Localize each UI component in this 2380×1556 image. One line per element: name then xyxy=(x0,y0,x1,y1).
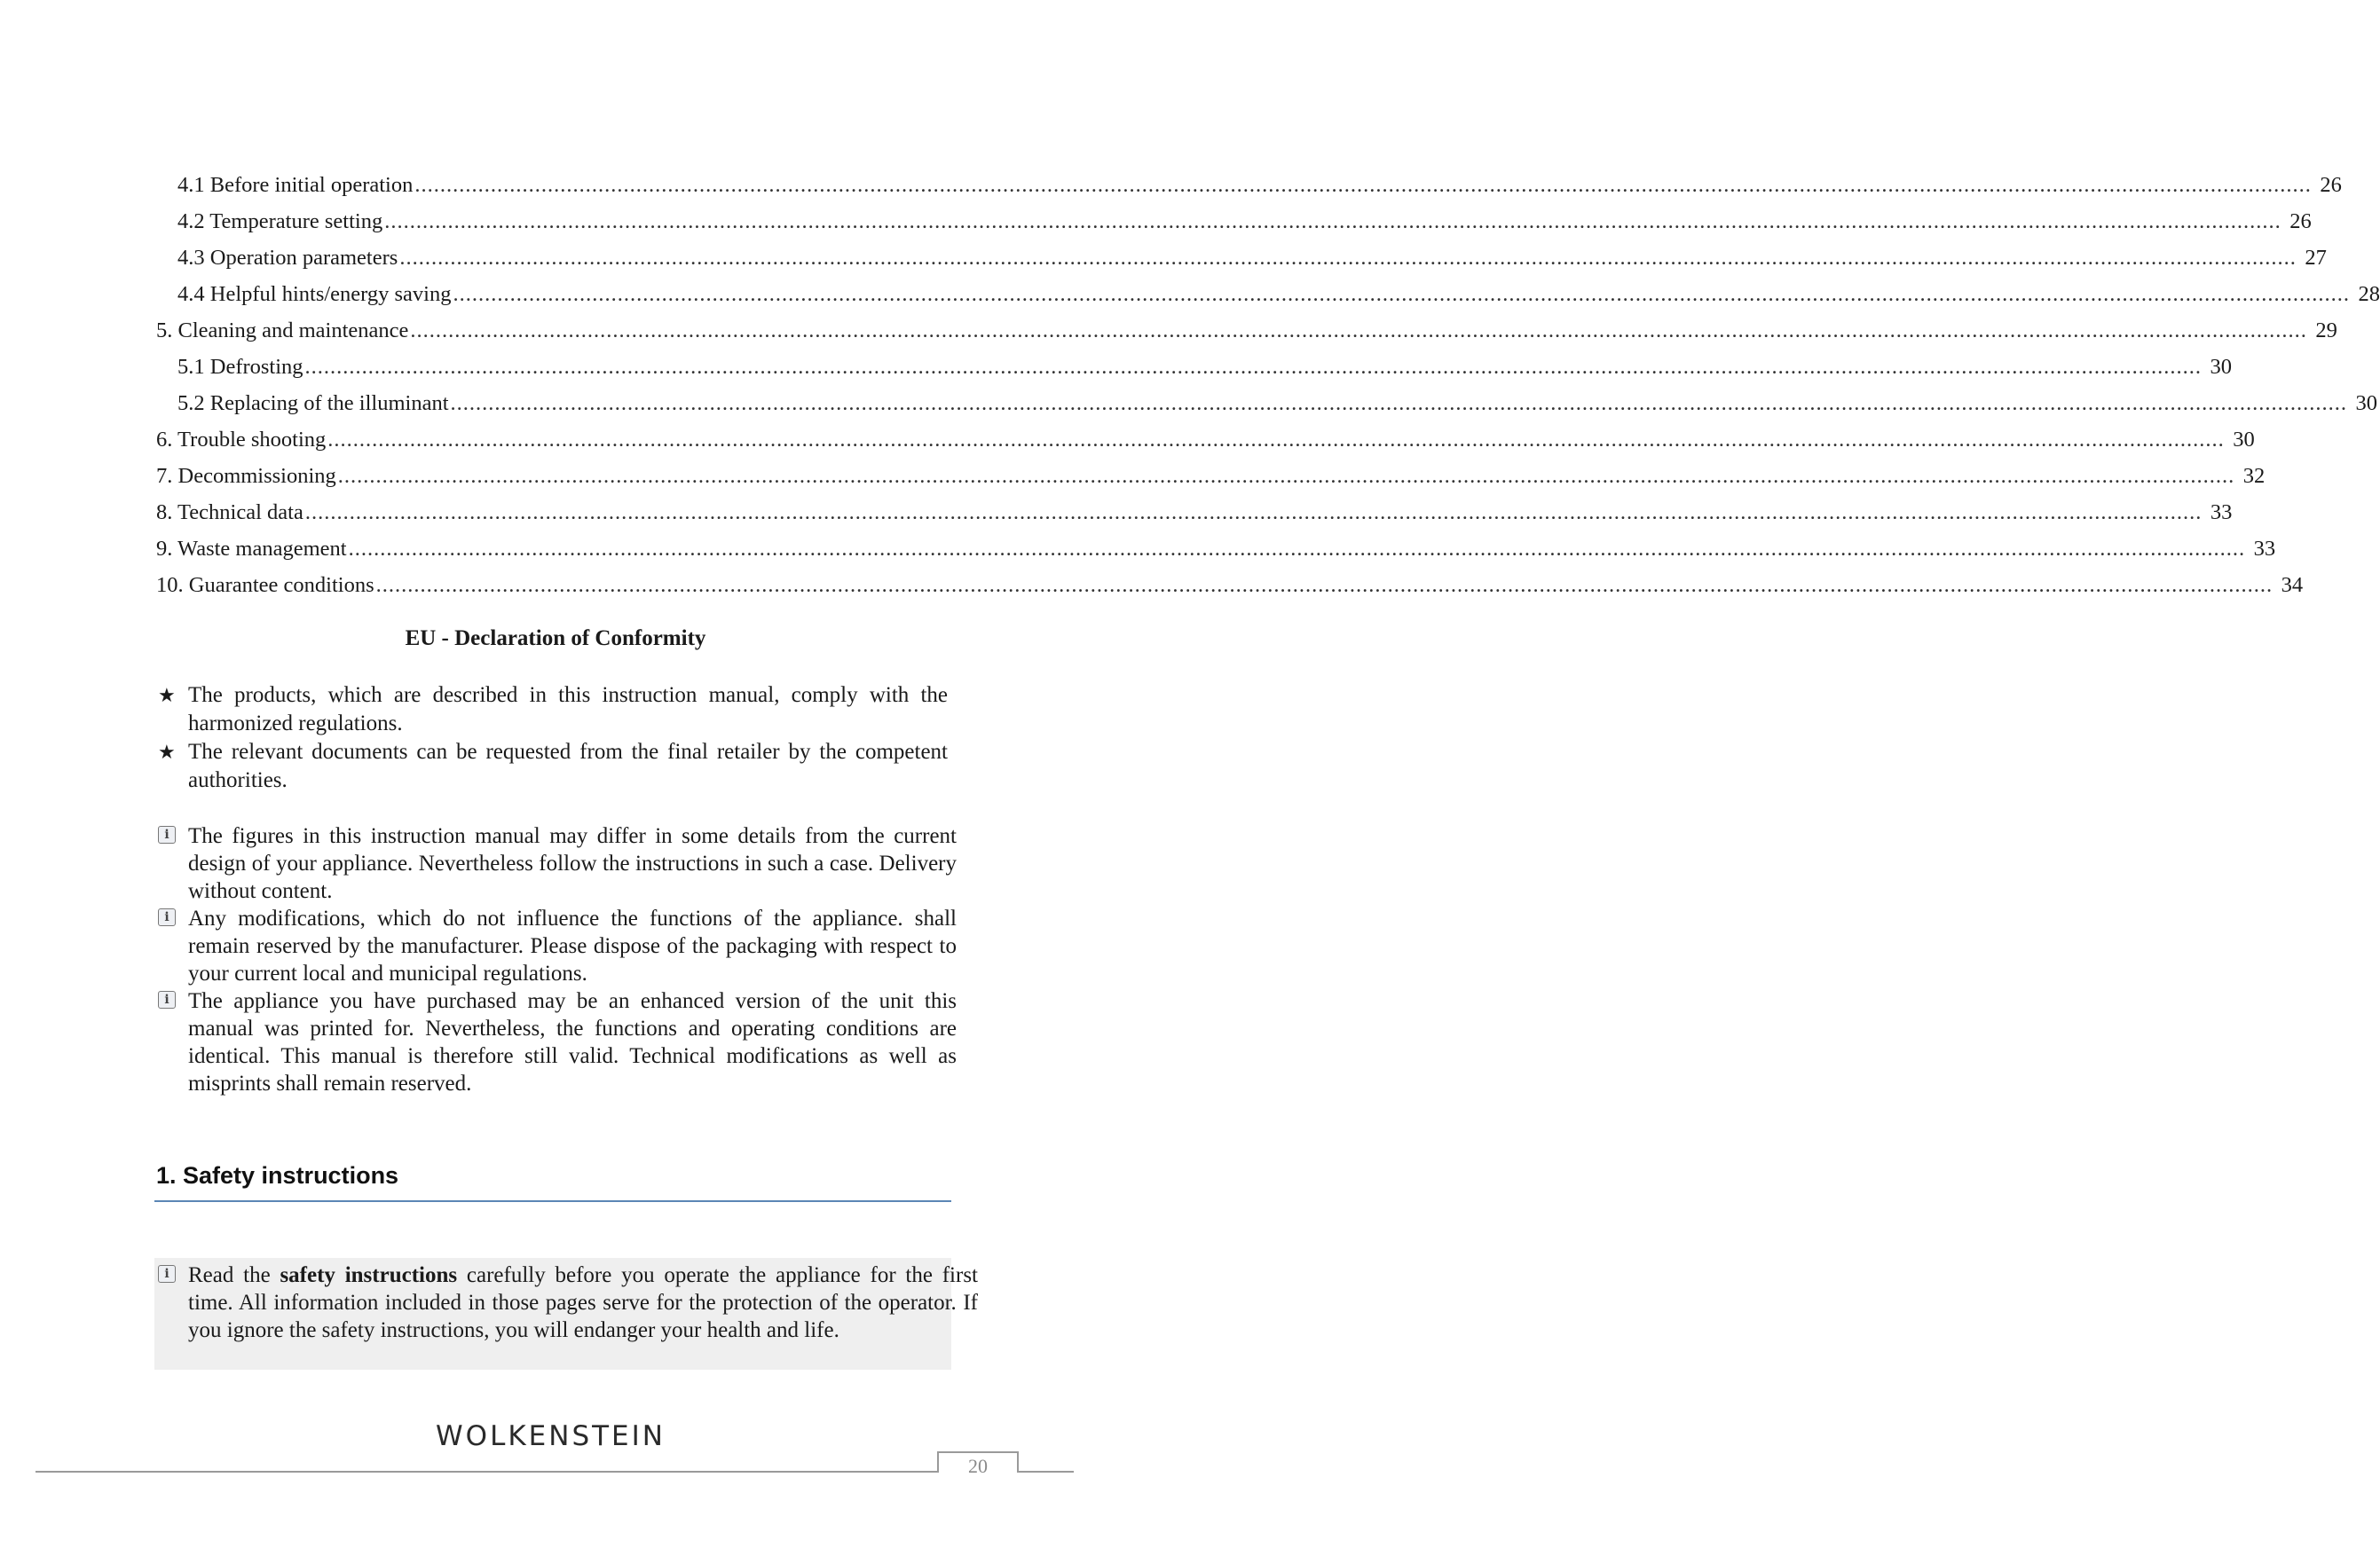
toc-entry xyxy=(156,167,2342,203)
toc-entry-page: 26 xyxy=(2320,173,2342,197)
star-icon: ★ xyxy=(158,684,176,706)
toc-entry-page: 33 xyxy=(2253,537,2276,561)
toc-entry-page: 29 xyxy=(2315,318,2337,342)
toc-entry-label: 9. Waste management xyxy=(156,537,347,561)
toc-dot-leader: ............................................................................................................................................................................................................................................................................................................ xyxy=(348,537,2246,561)
toc-dot-leader: ............................................................................................................................................................................................................................................................................................................ xyxy=(337,464,2235,488)
toc-entry-label: 4.4 Helpful hints/energy saving xyxy=(177,282,452,306)
toc-dot-leader: ............................................................................................................................................................................................................................................................................................................ xyxy=(414,173,2312,197)
table-of-contents xyxy=(156,167,2380,603)
note-text: The appliance you have purchased may be an enhanced version of the unit this manual was printed for. Nevertheless, the functions and operating conditions are identical. This manual is therefore still valid. Technical modifications as well as misprints shall remain reserved. xyxy=(188,989,957,1096)
toc-entry xyxy=(156,385,2378,421)
toc-entry xyxy=(156,421,2255,458)
declaration-bullet xyxy=(158,681,948,738)
toc-entry xyxy=(156,494,2233,530)
toc-entry-label: 10. Guarantee conditions xyxy=(156,573,374,597)
toc-entry-label: 7. Decommissioning xyxy=(156,464,336,488)
toc-entry-page: 30 xyxy=(2210,355,2233,379)
toc-entry-label: 6. Trouble shooting xyxy=(156,428,327,452)
safety-text-before: Read the xyxy=(188,1263,280,1287)
declaration-bullet xyxy=(158,738,948,795)
toc-entry-page: 33 xyxy=(2210,500,2233,524)
toc-entry xyxy=(156,458,2266,494)
toc-dot-leader: ............................................................................................................................................................................................................................................................................................................ xyxy=(375,573,2274,597)
toc-entry-label: 4.3 Operation parameters xyxy=(177,246,398,270)
toc-entry xyxy=(156,203,2312,240)
toc-dot-leader: ............................................................................................................................................................................................................................................................................................................ xyxy=(327,428,2225,452)
brand-logo: WOLKENSTEIN xyxy=(436,1420,666,1452)
toc-dot-leader: ............................................................................................................................................................................................................................................................................................................ xyxy=(304,355,2203,379)
toc-entry xyxy=(156,567,2304,603)
toc-dot-leader: ............................................................................................................................................................................................................................................................................................................ xyxy=(450,391,2348,415)
safety-note xyxy=(158,1261,978,1344)
info-icon: i xyxy=(158,1265,176,1283)
footer-rule xyxy=(1019,1471,1074,1473)
toc-entry-label: 4.1 Before initial operation xyxy=(177,173,414,197)
toc-entry xyxy=(156,530,2276,567)
toc-dot-leader: ............................................................................................................................................................................................................................................................................................................ xyxy=(453,282,2350,306)
eu-declaration-bullets xyxy=(158,681,948,795)
info-icon: i xyxy=(158,991,176,1009)
section-heading: 1. Safety instructions xyxy=(156,1162,399,1189)
toc-entry xyxy=(156,349,2233,385)
toc-entry xyxy=(156,276,2380,312)
info-note xyxy=(158,905,957,987)
info-icon: i xyxy=(158,908,176,926)
bullet-text: The relevant documents can be requested from the final retailer by the competent authorities. xyxy=(188,740,948,792)
toc-dot-leader: ............................................................................................................................................................................................................................................................................................................ xyxy=(384,209,2281,233)
page-number: 20 xyxy=(968,1455,988,1477)
toc-entry-label: 4.2 Temperature setting xyxy=(177,209,383,233)
info-note xyxy=(158,987,957,1097)
toc-dot-leader: ............................................................................................................................................................................................................................................................................................................ xyxy=(304,500,2203,524)
toc-entry xyxy=(156,240,2327,276)
safety-text-bold: safety instructions xyxy=(280,1263,458,1287)
heading-rule xyxy=(154,1200,951,1202)
info-notes xyxy=(158,822,957,1097)
info-icon: i xyxy=(158,826,176,844)
star-icon: ★ xyxy=(158,741,176,763)
footer-rule xyxy=(35,1471,937,1473)
toc-dot-leader: ............................................................................................................................................................................................................................................................................................................ xyxy=(399,246,2297,270)
toc-entry-page: 34 xyxy=(2281,573,2304,597)
toc-entry-label: 5.1 Defrosting xyxy=(177,355,303,379)
toc-entry-page: 27 xyxy=(2305,246,2327,270)
toc-entry-label: 5. Cleaning and maintenance xyxy=(156,318,409,342)
toc-entry-page: 30 xyxy=(2233,428,2255,452)
toc-dot-leader: ............................................................................................................................................................................................................................................................................................................ xyxy=(410,318,2307,342)
toc-entry-label: 5.2 Replacing of the illuminant xyxy=(177,391,449,415)
eu-declaration-title: EU - Declaration of Conformity xyxy=(405,626,706,650)
toc-entry-label: 8. Technical data xyxy=(156,500,303,524)
toc-entry-page: 26 xyxy=(2289,209,2312,233)
toc-entry-page: 32 xyxy=(2242,464,2266,488)
bullet-text: The products, which are described in this instruction manual, comply with the harmonized regulations. xyxy=(188,683,948,735)
note-text: Any modifications, which do not influence the functions of the appliance. shall remain reserved by the manufacturer. Please dispose of the packaging with respect to your current local and municipal regulations. xyxy=(188,907,957,986)
toc-entry-page: 30 xyxy=(2355,391,2378,415)
toc-entry-page: 28 xyxy=(2358,282,2380,306)
info-note xyxy=(158,822,957,905)
safety-text-after: carefully before you operate the appliance for the first time. All information included in those pages serve for the protection of the operator. If you ignore the safety instructions, you will endanger your health and life. xyxy=(188,1263,979,1342)
toc-entry xyxy=(156,312,2337,349)
note-text: The figures in this instruction manual may differ in some details from the current design of your appliance. Nevertheless follow the instructions in such a case. Delivery without content. xyxy=(188,824,957,903)
safety-notice-box xyxy=(154,1258,979,1370)
